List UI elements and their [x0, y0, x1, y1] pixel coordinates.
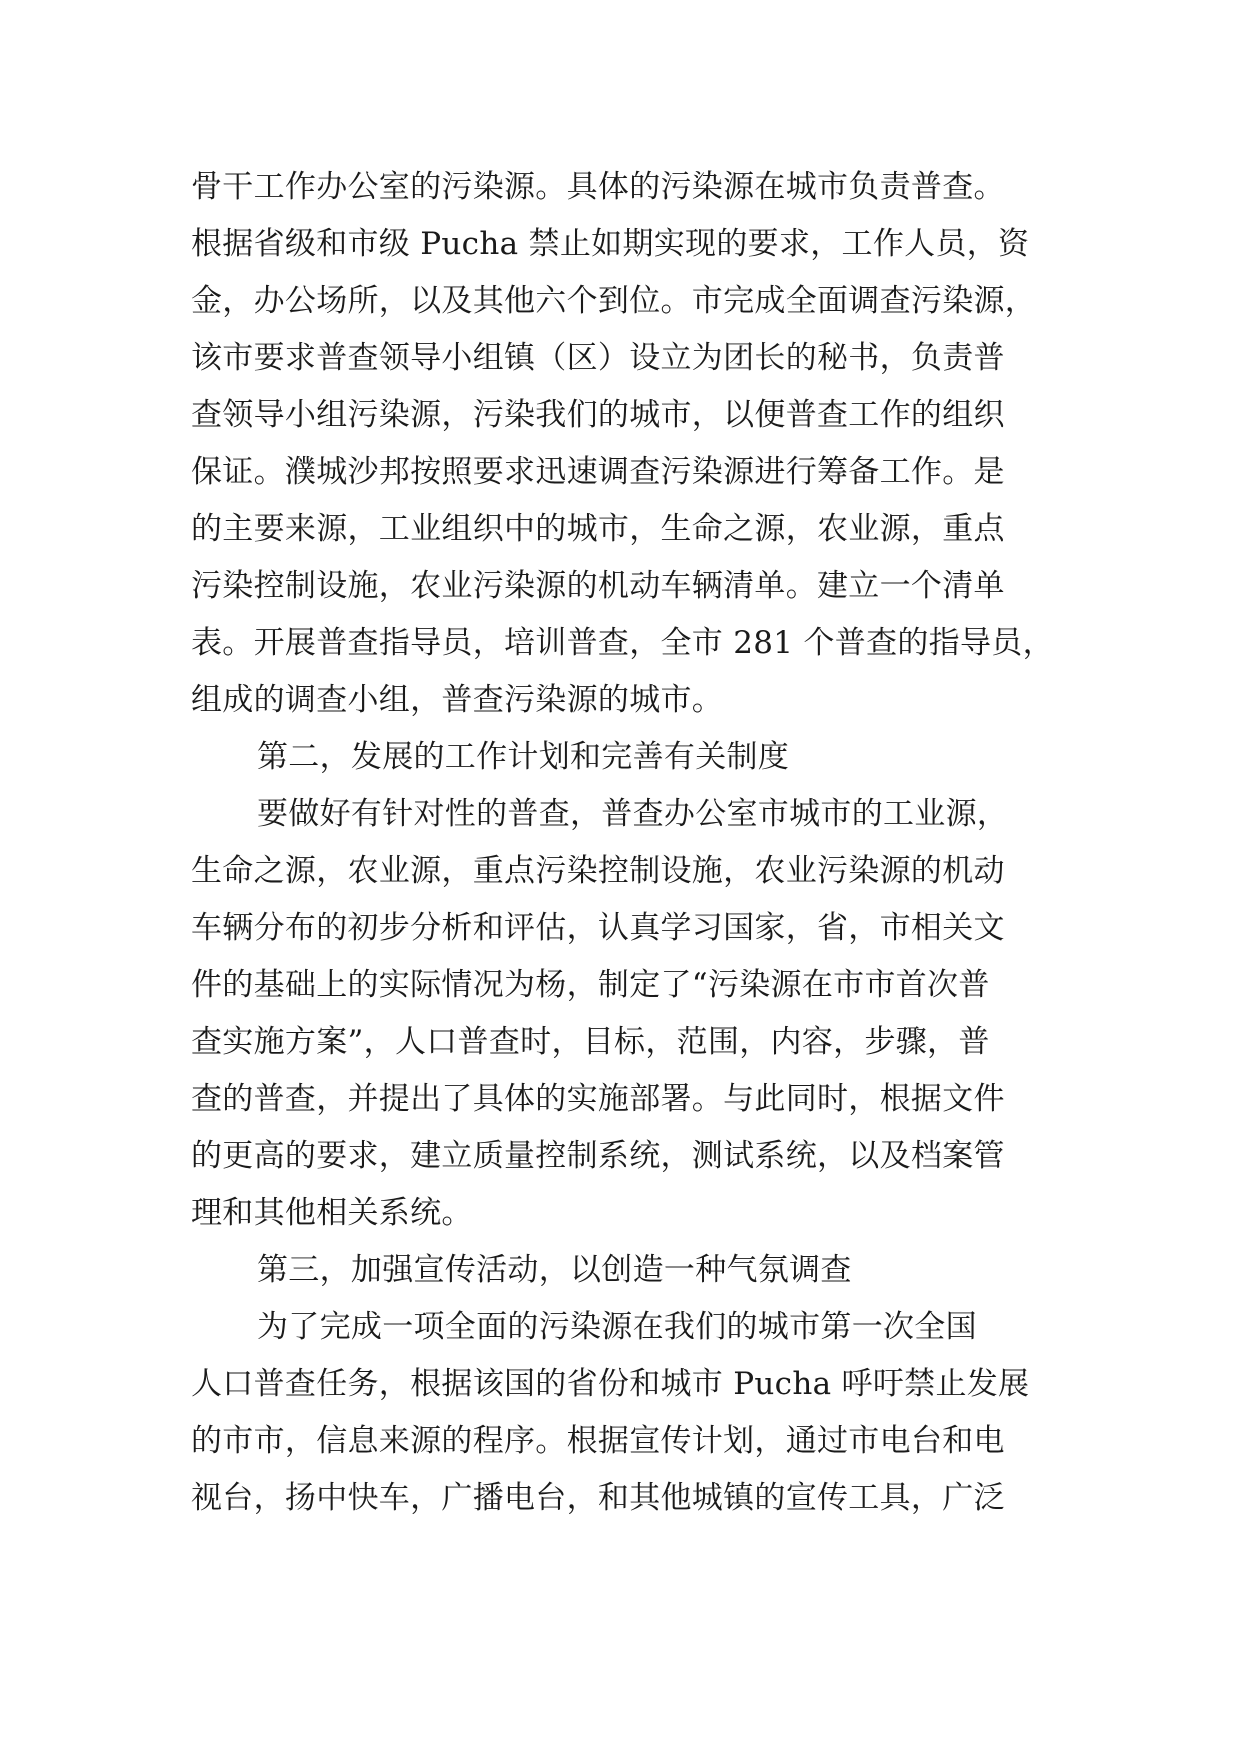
section-heading: 第二，发展的工作计划和完善有关制度 — [257, 739, 790, 775]
paragraph-first-line: 要做好有针对性的普查，普查办公室市城市的工业源， — [257, 796, 1009, 832]
body-line: 视台，扬中快车，广播电台，和其他城镇的宣传工具，广泛 — [191, 1480, 1005, 1516]
body-line: 的市市，信息来源的程序。根据宣传计划，通过市电台和电 — [191, 1423, 1005, 1459]
body-line: 的更高的要求，建立质量控制系统，测试系统，以及档案管 — [191, 1138, 1005, 1174]
body-line: 保证。濮城沙邦按照要求迅速调查污染源进行筹备工作。是 — [191, 454, 1005, 490]
body-line: 根据省级和市级 Pucha 禁止如期实现的要求，工作人员，资 — [191, 226, 1030, 262]
body-line: 组成的调查小组，普查污染源的城市。 — [191, 682, 724, 718]
body-line: 查领导小组污染源，污染我们的城市，以便普查工作的组织 — [191, 397, 1005, 433]
body-line: 查实施方案”，人口普查时，目标，范围，内容，步骤，普 — [191, 1024, 990, 1060]
body-line: 骨干工作办公室的污染源。具体的污染源在城市负责普查。 — [191, 169, 1005, 205]
body-line: 车辆分布的初步分析和评估，认真学习国家，省，市相关文 — [191, 910, 1005, 946]
body-line: 人口普查任务，根据该国的省份和城市 Pucha 呼吁禁止发展 — [191, 1366, 1030, 1402]
body-line: 件的基础上的实际情况为杨，制定了“污染源在市市首次普 — [191, 967, 990, 1003]
section-heading: 第三，加强宣传活动，以创造一种气氛调查 — [257, 1252, 852, 1288]
body-line: 污染控制设施，农业污染源的机动车辆清单。建立一个清单 — [191, 568, 1005, 604]
body-line: 金，办公场所，以及其他六个到位。市完成全面调查污染源， — [191, 283, 1037, 319]
paragraph-first-line: 为了完成一项全面的污染源在我们的城市第一次全国 — [257, 1309, 977, 1345]
body-line: 的主要来源，工业组织中的城市，生命之源，农业源，重点 — [191, 511, 1005, 547]
body-line: 理和其他相关系统。 — [191, 1195, 473, 1231]
body-line: 表。开展普查指导员，培训普查，全市 281 个普查的指导员， — [191, 625, 1054, 661]
body-line: 查的普查，并提出了具体的实施部署。与此同时，根据文件 — [191, 1081, 1005, 1117]
body-line: 生命之源，农业源，重点污染控制设施，农业污染源的机动 — [191, 853, 1005, 889]
body-line: 该市要求普查领导小组镇（区）设立为团长的秘书，负责普 — [191, 340, 1005, 376]
